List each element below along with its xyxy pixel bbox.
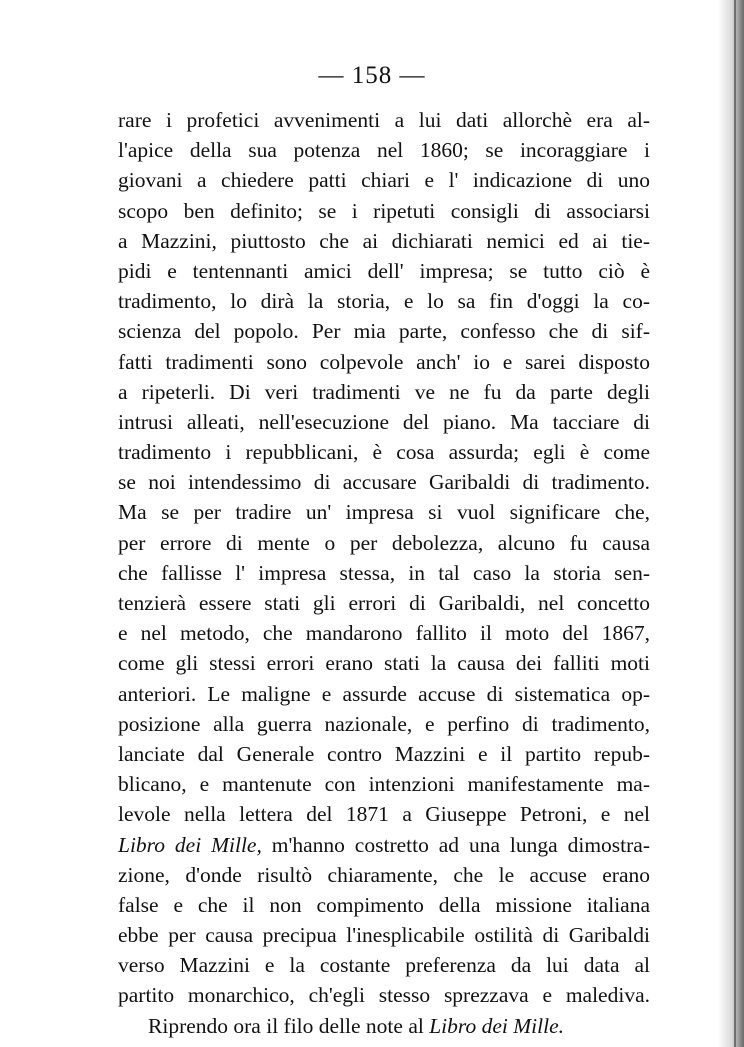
- page-edge-shadow: [718, 0, 744, 1047]
- text-fragment: Riprendo ora il filo delle note al: [148, 1013, 430, 1038]
- text-line: a Mazzini, piuttosto che ai dichiarati nemici ed ai tie-: [118, 228, 650, 253]
- text-line: fatti tradimenti sono colpevole anch' io e sarei disposto: [118, 349, 650, 374]
- text-fragment: m'hanno costretto ad una lunga dimostra-: [261, 832, 650, 857]
- text-line: come gli stessi errori erano stati la causa dei falliti moti: [118, 651, 650, 676]
- text-line: tenzierà essere stati gli errori di Garibaldi, nel concetto: [118, 591, 650, 615]
- text-line: pidi e tentennanti amici dell' impresa; se tutto ciò è: [118, 258, 650, 283]
- text-line: posizione alla guerra nazionale, e perfino di tradimento,: [118, 711, 650, 736]
- final-paragraph: [118, 1011, 650, 1041]
- text-line: zione, d'onde risultò chiaramente, che le accuse erano: [118, 862, 650, 887]
- text-line: scienza del popolo. Per mia parte, confesso che di sif-: [118, 319, 650, 344]
- text-line: lanciate dal Generale contro Mazzini e il partito repub-: [118, 741, 650, 766]
- text-line: blicano, e mantenute con intenzioni manifestamente ma-: [118, 772, 650, 797]
- text-line: giovani a chiedere patti chiari e l' indicazione di uno: [118, 168, 650, 193]
- text-line: anteriori. Le maligne e assurde accuse di sistematica op-: [118, 681, 650, 706]
- text-line: che fallisse l' impresa stessa, in tal caso la storia sen-: [118, 560, 650, 585]
- text-line: a ripeterli. Di veri tradimenti ve ne fu da parte degli: [118, 379, 650, 404]
- page-number: — 158 —: [318, 62, 426, 89]
- text-line: Ma se per tradire un' impresa si vuol significare che,: [118, 500, 650, 525]
- text-line: tradimento i repubblicani, è cosa assurda; egli è come: [118, 440, 650, 465]
- text-line: tradimento, lo dirà la storia, e lo sa fin d'oggi la co-: [118, 289, 650, 314]
- text-line: intrusi alleati, nell'esecuzione del piano. Ma tacciare di: [118, 409, 650, 434]
- text-line: se noi intendessimo di accusare Garibaldi di tradimento.: [118, 470, 650, 495]
- text-line: verso Mazzini e la costante preferenza da lui data al: [118, 953, 650, 978]
- text-line: rare i profetici avvenimenti a lui dati allorchè era al-: [118, 108, 650, 132]
- book-title-italic: Libro dei Mille,: [118, 832, 262, 857]
- text-line: scopo ben definito; se i ripetuti consigli di associarsi: [118, 198, 650, 223]
- page-edge-line: [734, 0, 736, 1047]
- text-line-with-title: [118, 830, 650, 860]
- text-line: e nel metodo, che mandarono fallito il moto del 1867,: [118, 621, 650, 646]
- book-title-italic: Libro dei Mille.: [429, 1013, 564, 1038]
- text-line: ebbe per causa precipua l'inesplicabile ostilità di Garibaldi: [118, 923, 650, 948]
- text-line: levole nella lettera del 1871 a Giuseppe Petroni, e nel: [118, 802, 650, 827]
- text-line: partito monarchico, ch'egli stesso sprezzava e malediva.: [118, 983, 650, 1008]
- body-text: [118, 105, 650, 1041]
- text-line: false e che il non compimento della missione italiana: [118, 892, 650, 917]
- text-line: l'apice della sua potenza nel 1860; se incoraggiare i: [118, 138, 650, 163]
- text-line: per errore di mente o per debolezza, alcuno fu causa: [118, 530, 650, 555]
